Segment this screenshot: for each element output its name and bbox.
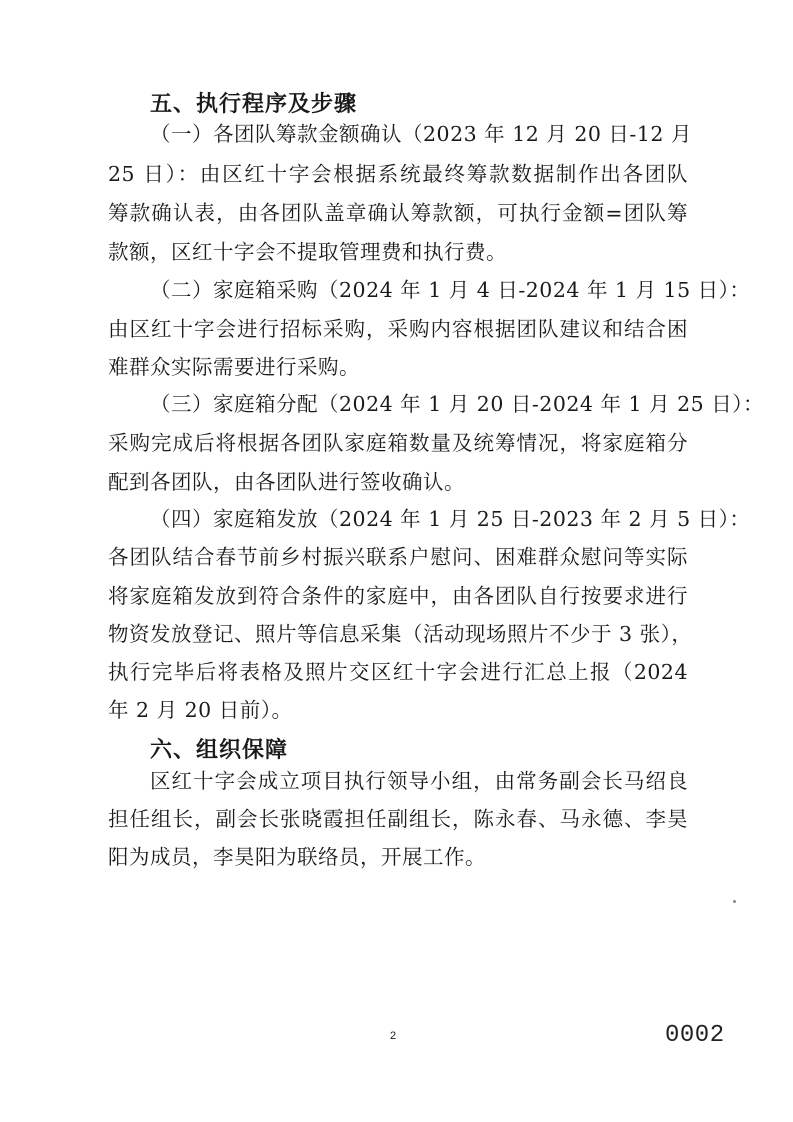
step-3-line-1: （三）家庭箱分配（2024 年 1 月 20 日-2024 年 1 月 25 日）： bbox=[150, 392, 764, 416]
scan-speck bbox=[733, 900, 736, 903]
page-number: 2 bbox=[390, 1030, 397, 1042]
document-number: 0002 bbox=[665, 1022, 725, 1049]
step-1-line-1: （一）各团队筹款金额确认（2023 年 12 月 20 日-12 月 bbox=[150, 122, 692, 146]
step-4-line-2: 各团队结合春节前乡村振兴联系户慰问、困难群众慰问等实际 bbox=[108, 545, 688, 569]
step-4-line-3: 将家庭箱发放到符合条件的家庭中，由各团队自行按要求进行 bbox=[108, 584, 688, 608]
section-6-line-1: 区红十字会成立项目执行领导小组，由常务副会长马绍良 bbox=[150, 769, 688, 793]
step-2-line-1: （二）家庭箱采购（2024 年 1 月 4 日-2024 年 1 月 15 日）： bbox=[150, 278, 751, 302]
step-4-line-5: 执行完毕后将表格及照片交区红十字会进行汇总上报（2024 bbox=[108, 660, 688, 684]
section-5-heading: 五、执行程序及步骤 bbox=[150, 92, 358, 117]
step-1-line-4: 款额，区红十字会不提取管理费和执行费。 bbox=[108, 240, 507, 264]
step-4-line-6: 年 2 月 20 日前）。 bbox=[108, 698, 293, 722]
step-1-line-3: 筹款确认表，由各团队盖章确认筹款额，可执行金额=团队筹 bbox=[108, 201, 688, 225]
step-4-line-4: 物资发放登记、照片等信息采集（活动现场照片不少于 3 张）， bbox=[108, 622, 693, 646]
step-3-line-3: 配到各团队，由各团队进行签收确认。 bbox=[108, 470, 465, 494]
section-6-line-3: 阳为成员，李昊阳为联络员，开展工作。 bbox=[108, 845, 486, 869]
step-1-line-2: 25 日）：由区红十字会根据系统最终筹款数据制作出各团队 bbox=[108, 162, 688, 186]
step-3-line-2: 采购完成后将根据各团队家庭箱数量及统筹情况，将家庭箱分 bbox=[108, 431, 688, 455]
step-4-line-1: （四）家庭箱发放（2024 年 1 月 25 日-2023 年 2 月 5 日）： bbox=[150, 507, 751, 531]
step-2-line-3: 难群众实际需要进行采购。 bbox=[108, 355, 360, 379]
section-6-line-2: 担任组长，副会长张晓霞担任副组长，陈永春、马永德、李昊 bbox=[108, 807, 688, 831]
step-2-line-2: 由区红十字会进行招标采购，采购内容根据团队建议和结合困 bbox=[108, 317, 688, 341]
section-6-heading: 六、组织保障 bbox=[150, 738, 289, 763]
